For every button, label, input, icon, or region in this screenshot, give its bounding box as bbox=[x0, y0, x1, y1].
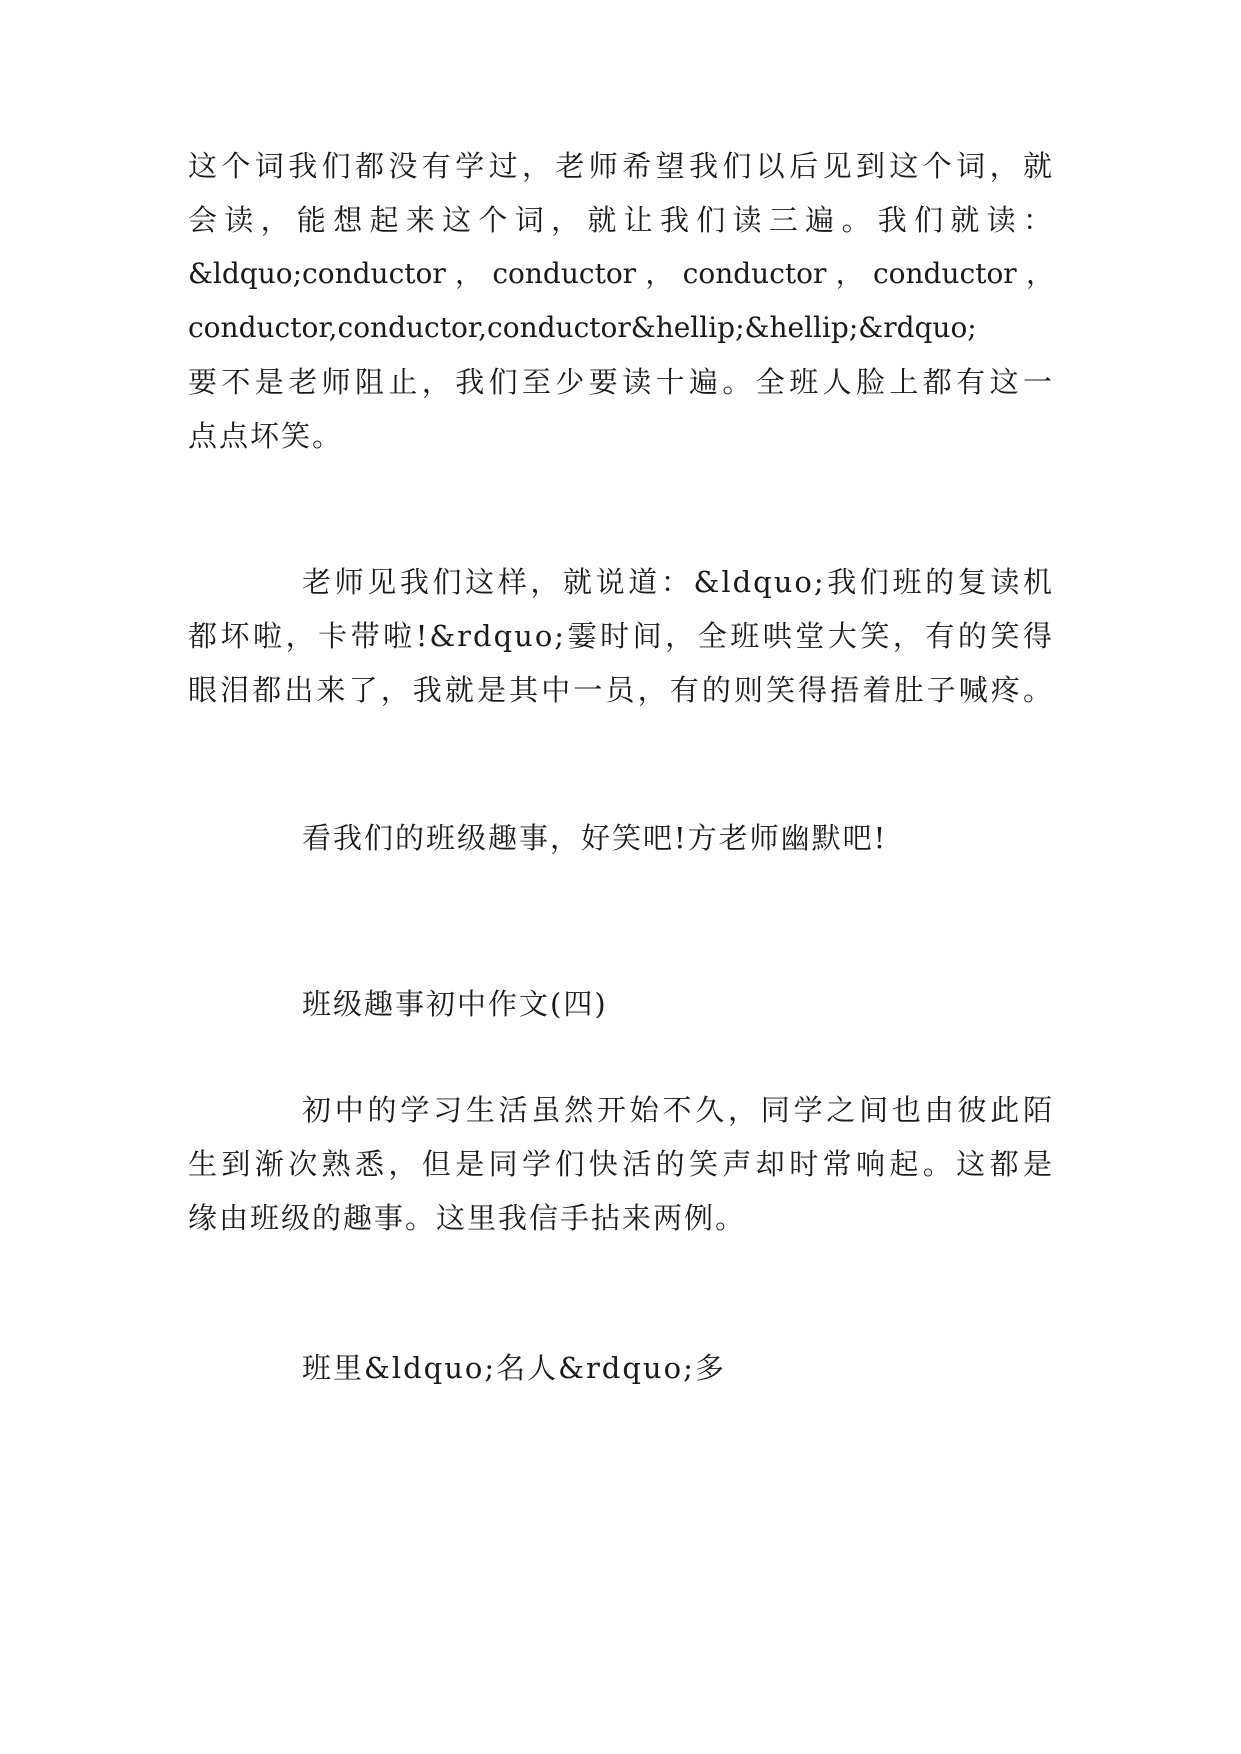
paragraph-line: 老师见我们这样，就说道：&ldquo;我们班的复读机 bbox=[302, 565, 1054, 599]
paragraph-line: &ldquo;conductor，conductor，conductor，conductor， bbox=[188, 257, 1054, 290]
section-heading: 班级趣事初中作文(四) bbox=[302, 987, 608, 1021]
paragraph-line: 眼泪都出来了，我就是其中一员，有的则笑得捂着肚子喊疼。 bbox=[188, 673, 1054, 707]
paragraph-line: conductor,conductor,conductor&hellip;&hellip;&rdquo; bbox=[188, 311, 977, 344]
paragraph-line: 看我们的班级趣事，好笑吧!方老师幽默吧! bbox=[302, 821, 888, 855]
paragraph-line: 点点坏笑。 bbox=[188, 419, 344, 453]
paragraph-line: 要不是老师阻止，我们至少要读十遍。全班人脸上都有这一 bbox=[188, 365, 1054, 399]
subheading: 班里&ldquo;名人&rdquo;多 bbox=[302, 1351, 726, 1385]
paragraph-line: 初中的学习生活虽然开始不久，同学之间也由彼此陌 bbox=[302, 1093, 1054, 1127]
paragraph-line: 都坏啦，卡带啦!&rdquo;霎时间，全班哄堂大笑，有的笑得 bbox=[188, 619, 1054, 653]
paragraph-line: 缘由班级的趣事。这里我信手拈来两例。 bbox=[188, 1201, 747, 1235]
paragraph-line: 生到渐次熟悉，但是同学们快活的笑声却时常响起。这都是 bbox=[188, 1147, 1054, 1181]
paragraph-line: 会读，能想起来这个词，就让我们读三遍。我们就读： bbox=[188, 203, 1054, 237]
paragraph-line: 这个词我们都没有学过，老师希望我们以后见到这个词，就 bbox=[188, 149, 1054, 183]
